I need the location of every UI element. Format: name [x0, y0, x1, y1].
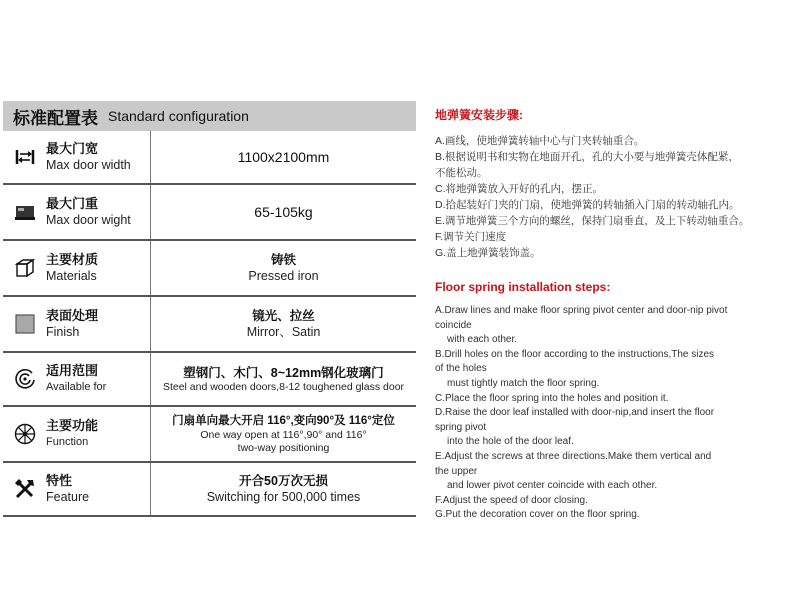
row-function [3, 407, 416, 463]
step-line: C.将地弹簧放入开好的孔内，摆正。 [435, 183, 603, 195]
row-label-cell [3, 407, 151, 461]
step-line: with each other. [447, 334, 518, 346]
header-title-cn: 标准配置表 [13, 108, 98, 128]
step-line: coincide [435, 319, 472, 331]
cube-icon [12, 255, 38, 281]
step-line: D.Raise the door leaf installed with door-nip,and insert the floor [435, 407, 715, 419]
value: 1100x2100mm [237, 149, 330, 165]
label-cn: 表面处理 [46, 308, 99, 323]
value: 65-105kg [254, 204, 313, 220]
step-line: C.Place the floor spring into the holes and position it. [435, 392, 669, 404]
step-line: and lower pivot center coincide with each other. [447, 480, 658, 492]
value-cn: 开合50万次无损 [239, 474, 328, 488]
row-available-for [3, 353, 416, 407]
value-cell [151, 131, 416, 183]
label-en: Feature [46, 490, 90, 504]
step-line: D.拾起装好门夹的门扇，使地弹簧的转轴插入门扇的转动轴孔内。 [435, 199, 740, 211]
row-label-cell [3, 185, 151, 239]
swirl-icon [12, 366, 38, 392]
row-label-cell [3, 297, 151, 351]
label-en: Max door width [46, 158, 131, 172]
label-cn: 特性 [46, 473, 73, 488]
installation-steps-cn [435, 106, 795, 261]
label-cn: 主要功能 [46, 418, 99, 433]
step-line: F.调节关门速度 [435, 231, 507, 243]
step-line: A.Draw lines and make floor spring pivot center and door-nip pivot [435, 305, 728, 316]
label-en: Function [46, 436, 89, 448]
label-en: Available for [46, 381, 107, 393]
value-en: Pressed iron [248, 269, 319, 283]
step-line: G.Put the decoration cover on the floor spring. [435, 509, 640, 521]
tools-icon [12, 476, 38, 502]
step-line: B.Drill holes on the floor according to the instructions,The sizes [435, 348, 715, 360]
step-line: must tightly match the floor spring. [447, 377, 600, 389]
label-en: Finish [46, 325, 80, 339]
value-en: Switching for 500,000 times [206, 490, 361, 504]
header-title-en: Standard configuration [108, 108, 249, 124]
row-max-door-width [3, 131, 416, 185]
step-line: F.Adjust the speed of door closing. [435, 494, 588, 506]
row-label-cell [3, 353, 151, 405]
value-cell [151, 241, 416, 295]
label-cn: 适用范围 [46, 363, 99, 378]
table-header [3, 101, 416, 131]
value-cell [151, 185, 416, 239]
wheel-icon [12, 421, 38, 447]
label-cn: 主要材质 [46, 252, 99, 267]
value-cell [151, 297, 416, 351]
door-width-icon [12, 144, 38, 170]
row-max-door-weight [3, 185, 416, 241]
row-feature [3, 463, 416, 515]
step-line: the upper [435, 465, 478, 477]
value-cn: 镜光、拉丝 [252, 309, 315, 323]
row-label-cell [3, 131, 151, 183]
installation-steps-en [435, 280, 795, 523]
step-line: B.根据说明书和实物在地面开孔，孔的大小要与地弹簧壳体配紧， [435, 151, 739, 163]
value-en: Mirror、Satin [246, 325, 321, 339]
value-en-line-2: two-way positioning [237, 442, 330, 454]
step-line: A.画线，使地弹簧转轴中心与门夹转轴重合。 [435, 135, 645, 147]
value-cn: 塑钢门、木门、8~12mm钢化玻璃门 [183, 365, 384, 380]
value-cn: 铸铁 [270, 253, 296, 267]
step-line: into the hole of the door leaf. [447, 436, 574, 448]
steps-title-en: Floor spring installation steps: [435, 280, 611, 294]
step-line: spring pivot [435, 421, 487, 433]
weight-icon [12, 199, 38, 225]
label-en: Max door wight [46, 213, 131, 227]
row-finish [3, 297, 416, 353]
step-line: E.调节地弹簧三个方向的螺丝，保持门扇垂直，及上下转动轴重合。 [435, 215, 750, 227]
value-en-line-1: One way open at 116°,90° and 116° [200, 429, 367, 441]
label-cn: 最大门宽 [46, 141, 99, 156]
row-materials [3, 241, 416, 297]
step-line: E.Adjust the screws at three directions.Make them vertical and [435, 450, 712, 462]
label-en: Materials [46, 269, 97, 283]
row-label-cell [3, 463, 151, 515]
square-icon [12, 311, 38, 337]
standard-configuration-table [3, 101, 416, 517]
steps-title-cn: 地弹簧安装步骤: [435, 108, 523, 122]
value-en: Steel and wooden doors,8-12 toughened glass door [162, 380, 405, 393]
step-line: of the holes [435, 363, 487, 375]
step-line: G.盖上地弹簧装饰盖。 [435, 247, 541, 259]
label-cn: 最大门重 [46, 196, 99, 211]
value-cell [151, 463, 416, 515]
value-cn: 门扇单向最大开启 116°,变向90°及 116°定位 [172, 415, 395, 427]
row-label-cell [3, 241, 151, 295]
value-cell [151, 407, 416, 461]
step-line: 不能松动。 [435, 167, 488, 179]
value-cell [151, 353, 416, 405]
